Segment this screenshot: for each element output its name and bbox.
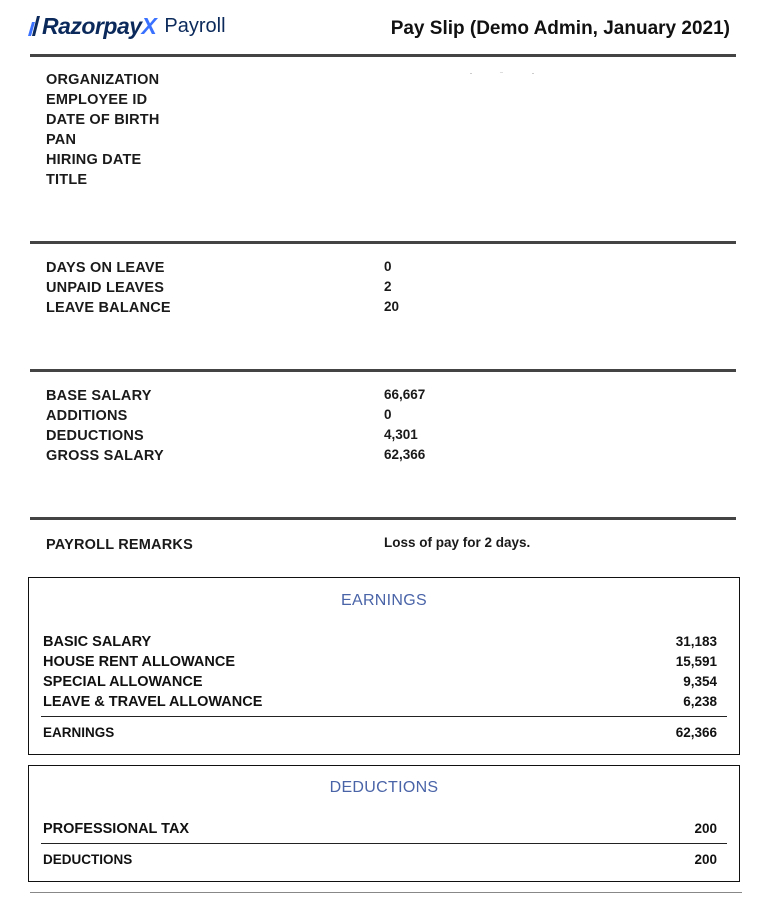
earnings-row xyxy=(43,672,717,692)
value-additions: 0 xyxy=(384,407,392,422)
value-unpaid-leaves: 2 xyxy=(384,279,392,294)
label-payroll-remarks: PAYROLL REMARKS xyxy=(46,537,193,553)
total-divider xyxy=(41,716,727,717)
earnings-total-label: EARNINGS xyxy=(43,725,115,740)
footer-divider xyxy=(30,892,742,893)
leave-labels xyxy=(46,258,171,318)
razorpayx-logo xyxy=(26,10,226,42)
label-deductions: DEDUCTIONS xyxy=(46,428,144,444)
label-base-salary: BASE SALARY xyxy=(46,388,152,404)
salary-labels xyxy=(46,386,164,466)
earnings-title: EARNINGS xyxy=(341,592,427,609)
label-gross-salary: GROSS SALARY xyxy=(46,448,164,464)
divider xyxy=(30,369,736,372)
value-deductions: 4,301 xyxy=(384,427,418,442)
earnings-row-value: 6,238 xyxy=(683,694,717,709)
redacted-mark xyxy=(470,72,540,75)
deductions-total-row xyxy=(43,850,717,870)
deductions-row-value: 200 xyxy=(694,821,717,836)
label-title: TITLE xyxy=(46,172,88,188)
value-leave-balance: 20 xyxy=(384,299,400,314)
deductions-total-value: 200 xyxy=(694,852,717,867)
salary-values xyxy=(384,385,425,465)
label-additions: ADDITIONS xyxy=(46,408,128,424)
label-leave-balance: LEAVE BALANCE xyxy=(46,300,171,316)
product-name: Payroll xyxy=(164,14,226,37)
value-base-salary: 66,667 xyxy=(384,387,426,402)
divider xyxy=(30,54,736,57)
leave-values xyxy=(384,257,399,317)
earnings-row-label: SPECIAL ALLOWANCE xyxy=(43,674,203,690)
razorpay-mark-icon xyxy=(26,16,40,36)
divider xyxy=(30,517,736,520)
earnings-row-value: 31,183 xyxy=(675,634,717,649)
value-payroll-remarks: Loss of pay for 2 days. xyxy=(384,535,531,550)
deductions-total-label: DEDUCTIONS xyxy=(43,852,133,867)
earnings-row xyxy=(43,692,717,712)
deductions-title: DEDUCTIONS xyxy=(329,779,439,796)
earnings-total-row xyxy=(43,723,717,743)
earnings-row-label: LEAVE & TRAVEL ALLOWANCE xyxy=(43,694,263,710)
label-days-on-leave: DAYS ON LEAVE xyxy=(46,260,165,276)
total-divider xyxy=(41,843,727,844)
earnings-row xyxy=(43,652,717,672)
deductions-box xyxy=(28,765,740,882)
earnings-row-label: HOUSE RENT ALLOWANCE xyxy=(43,654,235,670)
label-hiring-date: HIRING DATE xyxy=(46,152,142,168)
label-pan: PAN xyxy=(46,132,77,148)
earnings-row xyxy=(43,632,717,652)
deductions-row xyxy=(43,819,717,839)
label-employee-id: EMPLOYEE ID xyxy=(46,92,148,108)
earnings-row-label: BASIC SALARY xyxy=(43,634,152,650)
value-gross-salary: 62,366 xyxy=(384,447,426,462)
label-unpaid-leaves: UNPAID LEAVES xyxy=(46,280,165,296)
earnings-row-value: 9,354 xyxy=(683,674,717,689)
divider xyxy=(30,241,736,244)
profile-labels xyxy=(46,70,160,190)
deductions-row-label: PROFESSIONAL TAX xyxy=(43,821,190,837)
brand-name: RazorpayX xyxy=(42,12,157,39)
earnings-total-value: 62,366 xyxy=(675,725,717,740)
earnings-row-value: 15,591 xyxy=(675,654,717,669)
value-days-on-leave: 0 xyxy=(384,259,392,274)
label-organization: ORGANIZATION xyxy=(46,72,160,88)
label-date-of-birth: DATE OF BIRTH xyxy=(46,112,160,128)
payslip-title: Pay Slip (Demo Admin, January 2021) xyxy=(390,18,730,39)
earnings-box xyxy=(28,577,740,755)
